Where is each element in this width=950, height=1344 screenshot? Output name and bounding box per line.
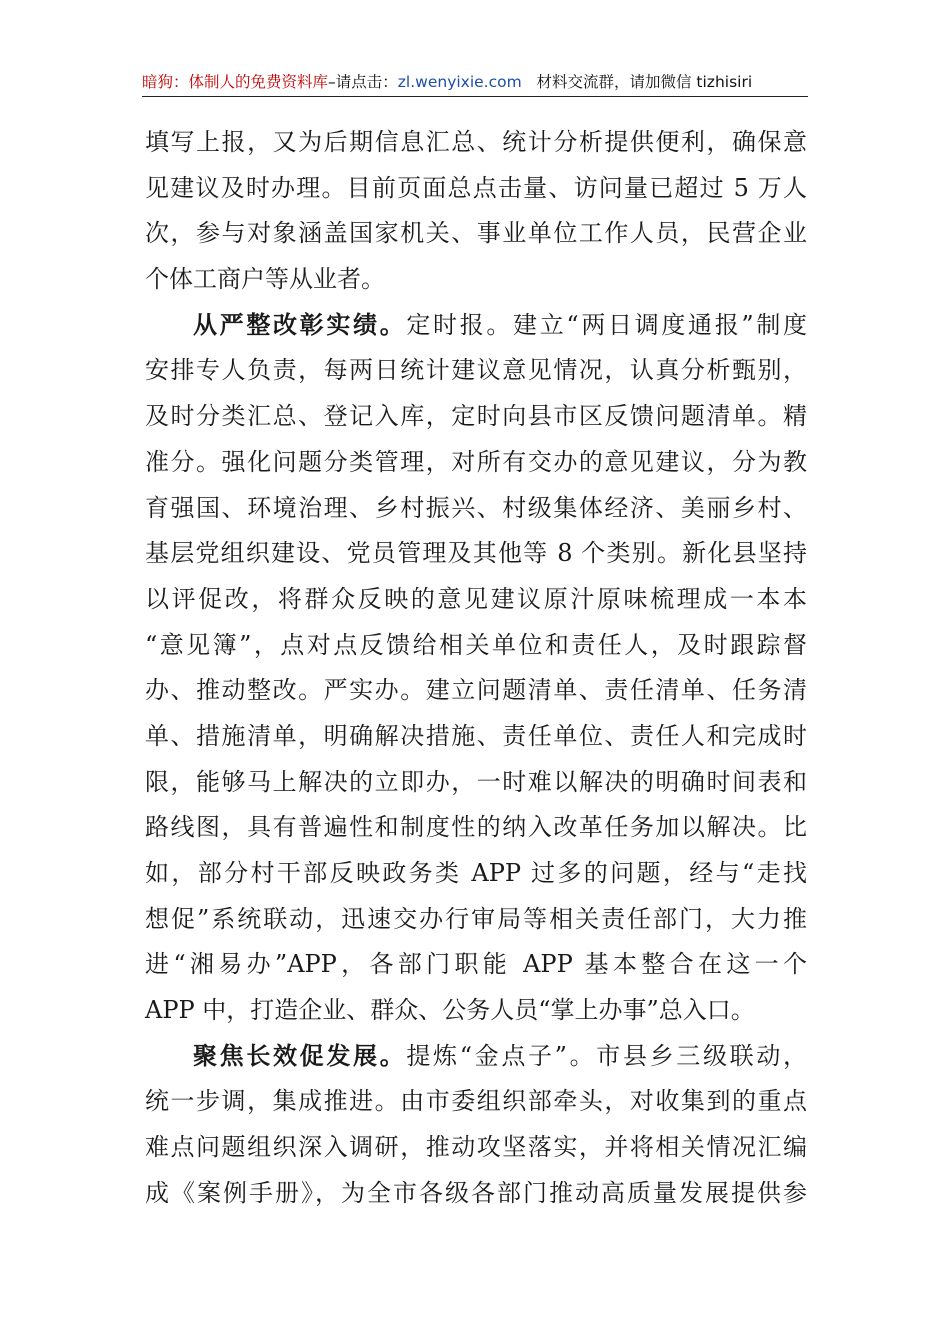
- text-line: 成《案例手册》，为全市各级各部门推动高质量发展提供参: [145, 1178, 807, 1207]
- paragraph-start-line: [145, 1034, 807, 1080]
- header-divider: [142, 96, 808, 97]
- header-click-prompt: –请点击：: [328, 73, 398, 91]
- text-line: 填写上报，又为后期信息汇总、统计分析提供便利，确保意: [145, 128, 807, 156]
- text-line: 基层党组织建设、党员管理及其他等 8 个类别。新化县坚持: [145, 539, 807, 568]
- text-line: 如，部分村干部反映政务类 APP 过多的问题，经与“走找: [145, 859, 807, 887]
- text-line: 育强国、环境治理、乡村振兴、村级集体经济、美丽乡村、: [145, 493, 807, 522]
- text-line: 限，能够马上解决的立即办，一时难以解决的明确时间表和: [145, 767, 807, 796]
- text-line: 难点问题组织深入调研，推动攻坚落实，并将相关情况汇编: [145, 1133, 807, 1162]
- text-line: 办、推动整改。严实办。建立问题清单、责任清单、任务清: [145, 676, 807, 705]
- text-line: 及时分类汇总、登记入库，定时向县市区反馈问题清单。精: [145, 402, 807, 431]
- text-segment: 定时报。建立“两日调度通报”制度: [406, 310, 807, 339]
- page-header: [142, 70, 808, 94]
- section-heading: 从严整改彰实绩。: [193, 310, 407, 339]
- header-site-link[interactable]: zl.wenyixie.com: [397, 73, 522, 91]
- paragraph-start-line: [145, 303, 807, 349]
- text-line: 单、措施清单，明确解决措施、责任单位、责任人和完成时: [145, 721, 807, 750]
- text-line: 安排专人负责，每两日统计建议意见情况，认真分析甄别，: [145, 356, 807, 385]
- text-line: APP 中，打造企业、群众、公务人员“掌上办事”总入口。: [145, 996, 755, 1025]
- text-line: 想促”系统联动，迅速交办行审局等相关责任部门，大力推: [145, 904, 807, 933]
- text-line: 次，参与对象涵盖国家机关、事业单位工作人员，民营企业: [145, 219, 807, 248]
- text-line: 统一步调，集成推进。由市委组织部牵头，对收集到的重点: [145, 1087, 807, 1116]
- text-line: “意见簿”，点对点反馈给相关单位和责任人，及时跟踪督: [145, 630, 807, 659]
- header-contact: 材料交流群，请加微信 tizhisiri: [536, 73, 753, 91]
- text-line: 准分。强化问题分类管理，对所有交办的意见建议，分为教: [145, 447, 807, 476]
- text-segment: 提炼“金点子”。市县乡三级联动，: [406, 1041, 807, 1070]
- text-line: 路线图，具有普遍性和制度性的纳入改革任务加以解决。比: [145, 813, 807, 842]
- section-heading: 聚焦长效促发展。: [193, 1041, 407, 1070]
- text-line: 进“湘易办”APP，各部门职能 APP 基本整合在这一个: [145, 950, 807, 979]
- document-body: [145, 120, 807, 1217]
- header-brand: 暗狗：体制人的免费资料库: [142, 73, 329, 91]
- text-line: 个体工商户等从业者。: [145, 265, 385, 294]
- text-line: 见建议及时办理。目前页面总点击量、访问量已超过 5 万人: [145, 173, 807, 202]
- text-line: 以评促改，将群众反映的意见建议原汁原味梳理成一本本: [145, 584, 807, 613]
